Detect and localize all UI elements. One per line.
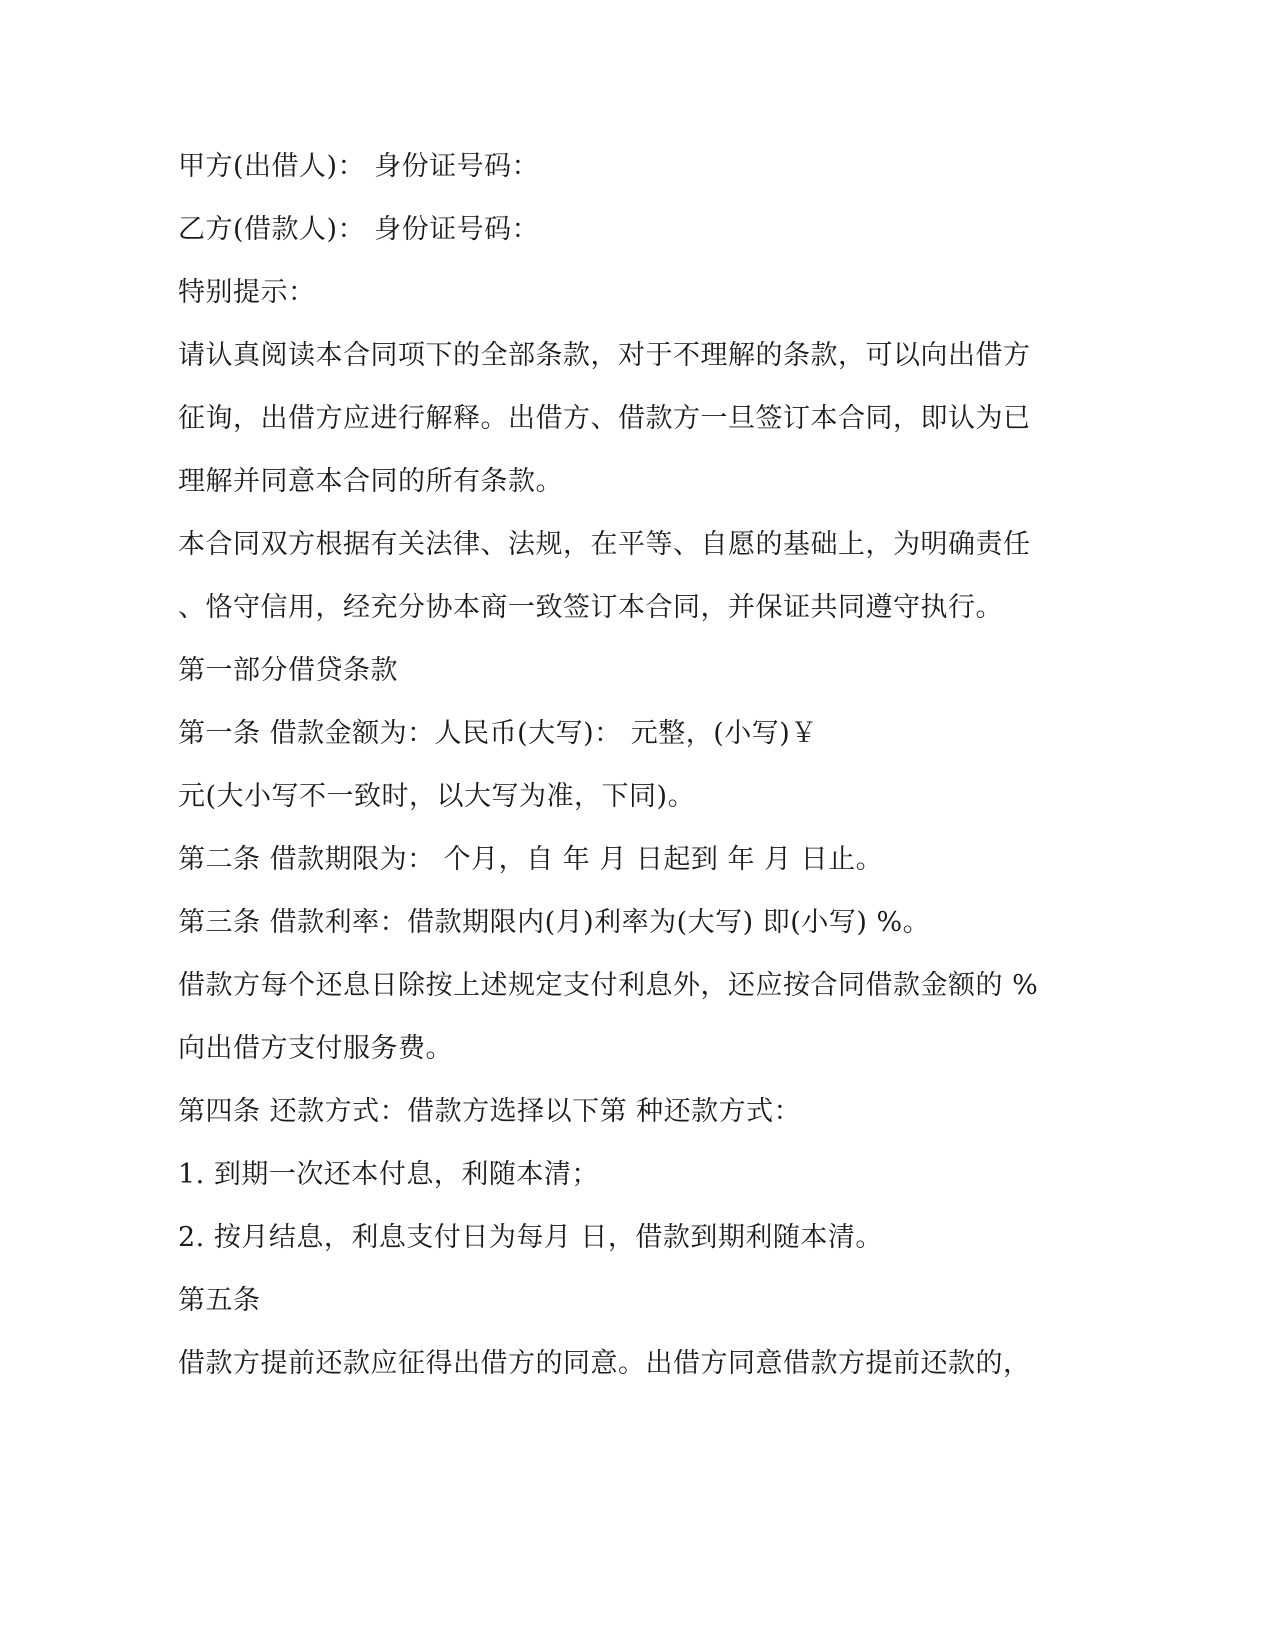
preamble-paragraph-line: 本合同双方根据有关法律、法规，在平等、自愿的基础上，为明确责任	[178, 529, 1031, 560]
article-two-line: 第二条 借款期限为： 个月，自 年 月 日起到 年 月 日止。	[178, 844, 884, 875]
repayment-option-1: 1. 到期一次还本付息，利随本清；	[178, 1159, 599, 1190]
article-one-line: 元(大小写不一致时，以大写为准，下同)。	[178, 781, 696, 812]
notice-paragraph-line: 请认真阅读本合同项下的全部条款，对于不理解的条款，可以向出借方	[178, 340, 1031, 371]
repayment-option-2: 2. 按月结息，利息支付日为每月 日，借款到期利随本清。	[178, 1222, 883, 1253]
party-a-line: 甲方(出借人)： 身份证号码：	[178, 151, 540, 182]
contract-page	[178, 152, 1048, 1379]
notice-paragraph-line: 理解并同意本合同的所有条款。	[178, 466, 563, 497]
article-five-line: 借款方提前还款应征得出借方的同意。出借方同意借款方提前还款的，	[178, 1348, 1031, 1379]
service-fee-line: 向出借方支付服务费。	[178, 1033, 453, 1064]
article-three-line: 第三条 借款利率：借款期限内(月)利率为(大写) 即(小写) %。	[178, 907, 931, 938]
article-four-line: 第四条 还款方式：借款方选择以下第 种还款方式：	[178, 1096, 802, 1127]
service-fee-line: 借款方每个还息日除按上述规定支付利息外，还应按合同借款金额的 %	[178, 970, 1039, 1001]
special-notice-heading: 特别提示：	[178, 277, 316, 308]
article-five-heading: 第五条	[178, 1285, 261, 1316]
part-one-heading: 第一部分借贷条款	[178, 655, 398, 686]
party-b-line: 乙方(借款人)： 身份证号码：	[178, 214, 540, 245]
article-one-line: 第一条 借款金额为：人民币(大写)： 元整，(小写)￥	[178, 718, 818, 749]
preamble-paragraph-line: 、恪守信用，经充分协本商一致签订本合同，并保证共同遵守执行。	[178, 592, 1003, 623]
notice-paragraph-line: 征询，出借方应进行解释。出借方、借款方一旦签订本合同，即认为已	[178, 403, 1031, 434]
